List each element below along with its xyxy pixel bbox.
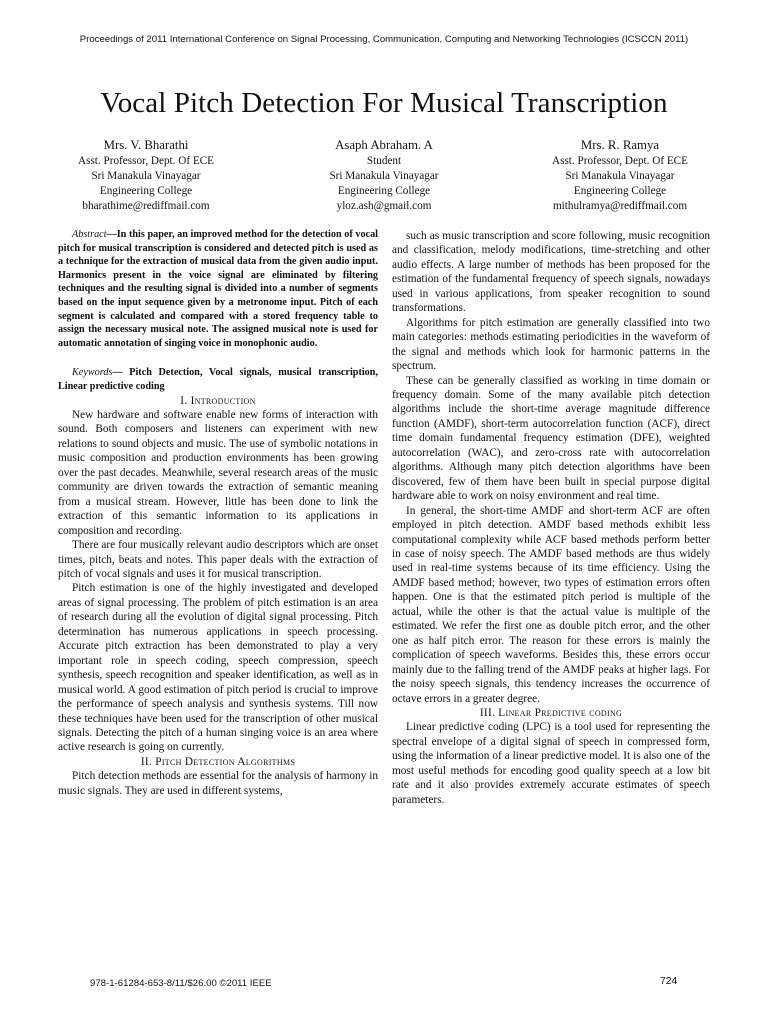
author-institution-type: Engineering College: [337, 185, 431, 197]
author-block-3: [500, 138, 740, 214]
section-heading-pitch-detection: II. Pitch Detection Algorithms: [140, 755, 296, 768]
keywords: [58, 366, 378, 393]
paragraph: These can be generally classified as working in time domain or frequency domain. Some of the many available pitch detection algorithms include the short-time average magnitude difference function (AMDF), short-term autocorrelation function (ACF), direct time domain fundamental frequency estimation (DFE), weighted autocorrelation (WAC), and zero-cross rate with autocorrelation algorithms. Although many pitch detection algorithms have been discovered, few of them have been built in special purpose digital hardware able to work on noisy environment and real time.: [392, 374, 710, 503]
conference-header: Proceedings of 2011 International Conference on Signal Processing, Communication, Computing and Networking Technologies (ICSCCN 2011): [79, 34, 689, 45]
paragraph: Pitch detection methods are essential for the analysis of harmony in music signals. They are used in different systems,: [58, 770, 378, 797]
paragraph: There are four musically relevant audio descriptors which are onset times, pitch, beats and notes. This paper deals with the extraction of pitch of vocal signals and uses it for musical transcription.: [58, 539, 378, 580]
author-block-1: [26, 138, 266, 214]
footer-isbn: 978-1-61284-653-8/11/$26.00 ©2011 IEEE: [90, 978, 272, 989]
author-affiliation: Asst. Professor, Dept. Of ECE: [78, 155, 214, 167]
author-email: yloz.ash@gmail.com: [336, 200, 432, 212]
paragraph: such as music transcription and score following, music recognition and classification, melody modifications, time-stretching and other audio effects. A large number of methods has been proposed for the estimation of the fundamental frequency of speech signals, nowadays used in various applications, from speaker recognition to sound transformations.: [392, 230, 710, 315]
author-institution-type: Engineering College: [573, 185, 667, 197]
paragraph: In general, the short-time AMDF and short-term ACF are often employed in pitch detection. AMDF based methods exhibit less computational complexity while ACF based methods perform better in case of noisy speech. The AMDF based methods are thus widely used in real-time systems because of its time efficiency. Using the AMDF based method; however, two types of estimation errors often happen. One is that the estimated pitch period is multiple of the actual, while the other is that the actual value is multiple of the estimated. We refer the first one as double pitch error, and the other one as half pitch error. The reason for these errors is mainly the complication of speech waveforms. Besides this, these errors occur mainly due to the falling trend of the AMDF peaks at higher lags. For the noisy speech signals, this tendency increases the occurrence of octave errors in a greater degree.: [392, 504, 710, 705]
author-block-2: [264, 138, 504, 214]
paragraph: Algorithms for pitch estimation are generally classified into two main categories: methods estimating periodicities in the waveform of the signal and methods which look for harmonic patterns in the spectrum.: [392, 316, 710, 373]
author-institution: Sri Manakula Vinayagar: [91, 170, 201, 182]
author-name: Mrs. V. Bharathi: [103, 138, 189, 152]
author-email: bharathime@rediffmail.com: [82, 200, 210, 212]
keywords-label: Keywords: [72, 367, 113, 379]
section-heading-lpc: III. Linear Predictive coding: [479, 706, 623, 719]
author-affiliation: Student: [366, 155, 402, 167]
abstract-text: —In this paper, an improved method for the detection of vocal pitch for musical transcription is considered and detected pitch is used as a technique for the extraction of musical data from the given audio input. Harmonics present in the voice signal are eliminated by filtering techniques and the resulting signal is divided into a number of segments based on the input sequence given by a metronome input. Pitch of each segment is calculated and compared with a stored frequency table to assign the necessary musical note. The assigned musical note is used for automatic annotation of singing voice in monophonic audio.: [58, 229, 378, 349]
paragraph: New hardware and software enable new forms of interaction with sound. Both composers and listeners can experiment with new relations to sound objects and music. The use of symbolic notations in music composition and production environments has been growing over the past decades. Meanwhile, several research areas of the music community are driven towards the extraction of semantic meaning from a musical stream. However, little has been done to link the extraction of this semantic information to its applications in composition and recording.: [58, 408, 378, 537]
right-column: [392, 229, 710, 807]
section-heading-introduction: I. Introduction: [180, 394, 256, 407]
author-name: Mrs. R. Ramya: [580, 138, 660, 152]
paragraph: Linear predictive coding (LPC) is a tool used for representing the spectral envelope of a digital signal of speech in compressed form, using the information of a linear predictive model. It is also one of the most useful methods for encoding good quality speech at a low bit rate and it also provides extremely accurate estimates of speech parameters.: [392, 721, 710, 806]
author-institution: Sri Manakula Vinayagar: [565, 170, 675, 182]
abstract: [58, 228, 378, 350]
paper-title: Vocal Pitch Detection For Musical Transcription: [100, 87, 668, 120]
author-email: mithulramya@rediffmail.com: [552, 200, 688, 212]
author-institution-type: Engineering College: [99, 185, 193, 197]
author-name: Asaph Abraham. A: [335, 138, 433, 152]
abstract-label: Abstract: [72, 229, 107, 240]
author-institution: Sri Manakula Vinayagar: [329, 170, 439, 182]
author-affiliation: Asst. Professor, Dept. Of ECE: [552, 155, 688, 167]
page-number: 724: [660, 976, 678, 987]
keywords-text: — Pitch Detection, Vocal signals, musical transcription, Linear predictive coding: [58, 367, 378, 392]
paragraph: Pitch estimation is one of the highly investigated and developed areas of signal processing. The problem of pitch estimation is an area of research during all the evolution of digital signal processing. Pitch determination has numerous applications in speech processing. Accurate pitch extraction has been demonstrated to play a very important role in speech coding, speech compression, speech synthesis, speech recognition and speaker identification, as well as in musical world. A good estimation of pitch period is crucial to improve the performance of speech analysis and synthesis systems. Till now these techniques have been used for the transcription of other musical signals. Detecting the pitch of a human singing voice is an area where active research is going on currently.: [58, 582, 378, 754]
left-column: [58, 228, 378, 798]
